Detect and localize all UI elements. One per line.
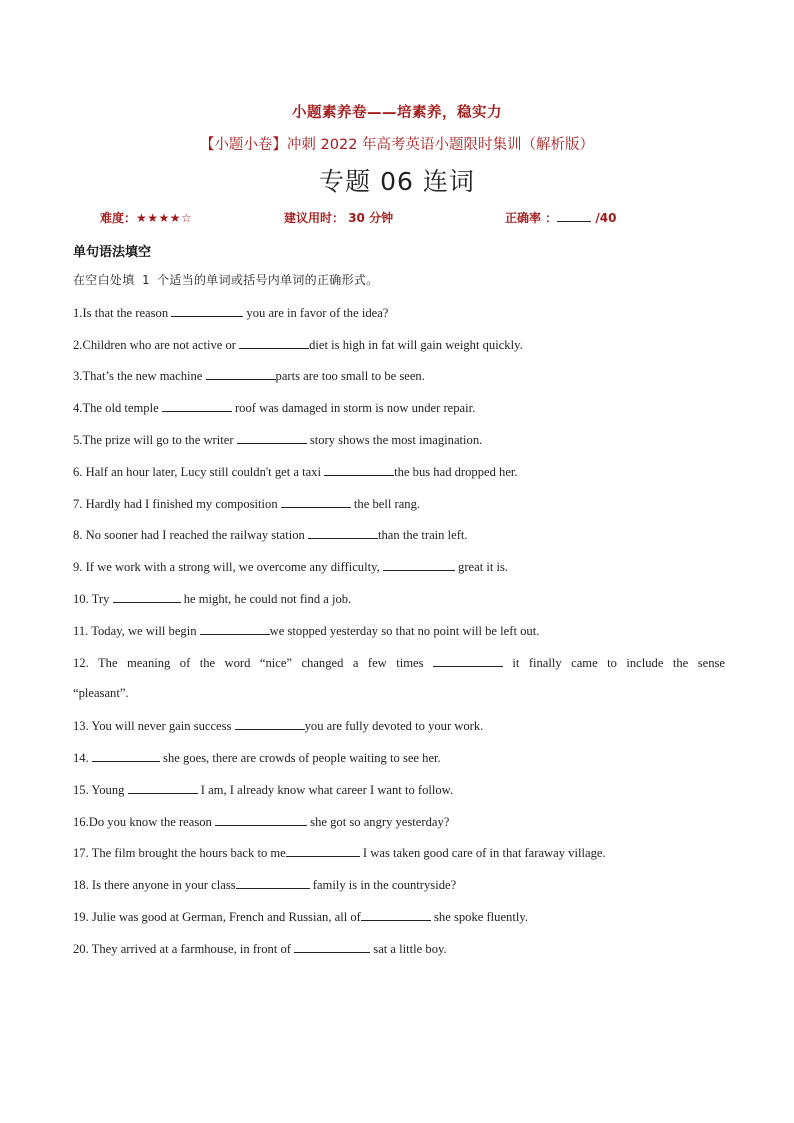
- question-11: 11. Today, we will begin we stopped yesterday so that no point will be left out.: [73, 624, 540, 638]
- question-1: 1.Is that the reason you are in favor of the idea?: [73, 306, 389, 320]
- question-9: 9. If we work with a strong will, we overcome any difficulty, great it is.: [73, 560, 509, 574]
- worksheet-subtitle: 【小题小卷】冲刺 2022 年高考英语小题限时集训（解析版）: [199, 137, 595, 153]
- series-title: 小题素养卷——培素养，稳实力: [292, 105, 502, 121]
- question-15: 15. Young I am, I already know what career I want to follow.: [73, 783, 454, 797]
- question-13: 13. You will never gain success you are fully devoted to your work.: [73, 719, 484, 733]
- accuracy-score: [505, 209, 616, 226]
- topic-title: 专题 06 连词: [319, 167, 475, 196]
- question-6: 6. Half an hour later, Lucy still couldn't get a taxi the bus had dropped her.: [73, 465, 518, 479]
- time-label: 建议用时：: [284, 211, 345, 225]
- section-instruction: 在空白处填 1 个适当的单词或括号内单词的正确形式。: [73, 273, 379, 287]
- answer-blank[interactable]: [433, 654, 503, 667]
- question-16: 16.Do you know the reason she got so angry yesterday?: [73, 815, 450, 829]
- answer-blank[interactable]: [206, 367, 276, 380]
- question-7: 7. Hardly had I finished my composition the bell rang.: [73, 497, 421, 511]
- difficulty-rating: [100, 209, 192, 226]
- answer-blank[interactable]: [92, 749, 160, 762]
- question-10: 10. Try he might, he could not find a job.: [73, 592, 352, 606]
- question-2: 2.Children who are not active or diet is high in fat will gain weight quickly.: [73, 338, 523, 352]
- question-12-continuation: “pleasant”.: [73, 686, 129, 700]
- question-8: 8. No sooner had I reached the railway station than the train left.: [73, 528, 468, 542]
- question-3: 3.That’s the new machine parts are too small to be seen.: [73, 369, 425, 383]
- answer-blank[interactable]: [215, 813, 307, 826]
- answer-blank[interactable]: [171, 304, 243, 317]
- answer-blank[interactable]: [239, 336, 309, 349]
- question-5: 5.The prize will go to the writer story shows the most imagination.: [73, 433, 483, 447]
- answer-blank[interactable]: [286, 844, 360, 857]
- section-title: 单句语法填空: [73, 245, 152, 260]
- question-17: 17. The film brought the hours back to me I was taken good care of in that faraway village.: [73, 846, 606, 860]
- question-4: 4.The old temple roof was damaged in storm is now under repair.: [73, 401, 476, 415]
- answer-blank[interactable]: [128, 781, 198, 794]
- answer-blank[interactable]: [113, 590, 181, 603]
- answer-blank[interactable]: [308, 526, 378, 539]
- answer-blank[interactable]: [324, 463, 394, 476]
- answer-blank[interactable]: [235, 717, 305, 730]
- question-19: 19. Julie was good at German, French and Russian, all of she spoke fluently.: [73, 910, 528, 924]
- answer-blank[interactable]: [236, 876, 310, 889]
- accuracy-label: 正确率 ：: [505, 211, 558, 225]
- difficulty-label: 难度：: [100, 211, 137, 225]
- answer-blank[interactable]: [237, 431, 307, 444]
- suggested-time: [284, 209, 393, 226]
- time-value: 30 分钟: [344, 211, 394, 225]
- question-18: 18. Is there anyone in your class family is in the countryside?: [73, 878, 457, 892]
- answer-blank[interactable]: [162, 399, 232, 412]
- question-20: 20. They arrived at a farmhouse, in front of sat a little boy.: [73, 942, 447, 956]
- answer-blank[interactable]: [281, 495, 351, 508]
- answer-blank[interactable]: [200, 622, 270, 635]
- answer-blank[interactable]: [383, 558, 455, 571]
- question-12: 12. The meaning of the word “nice” changed a few times it finally came to include the sense: [73, 656, 725, 670]
- question-14: 14. she goes, there are crowds of people waiting to see her.: [73, 751, 441, 765]
- accuracy-total: /40: [591, 211, 617, 225]
- answer-blank[interactable]: [294, 940, 370, 953]
- answer-blank[interactable]: [361, 908, 431, 921]
- difficulty-stars: ★★★★☆: [136, 211, 193, 225]
- accuracy-blank[interactable]: [557, 209, 591, 222]
